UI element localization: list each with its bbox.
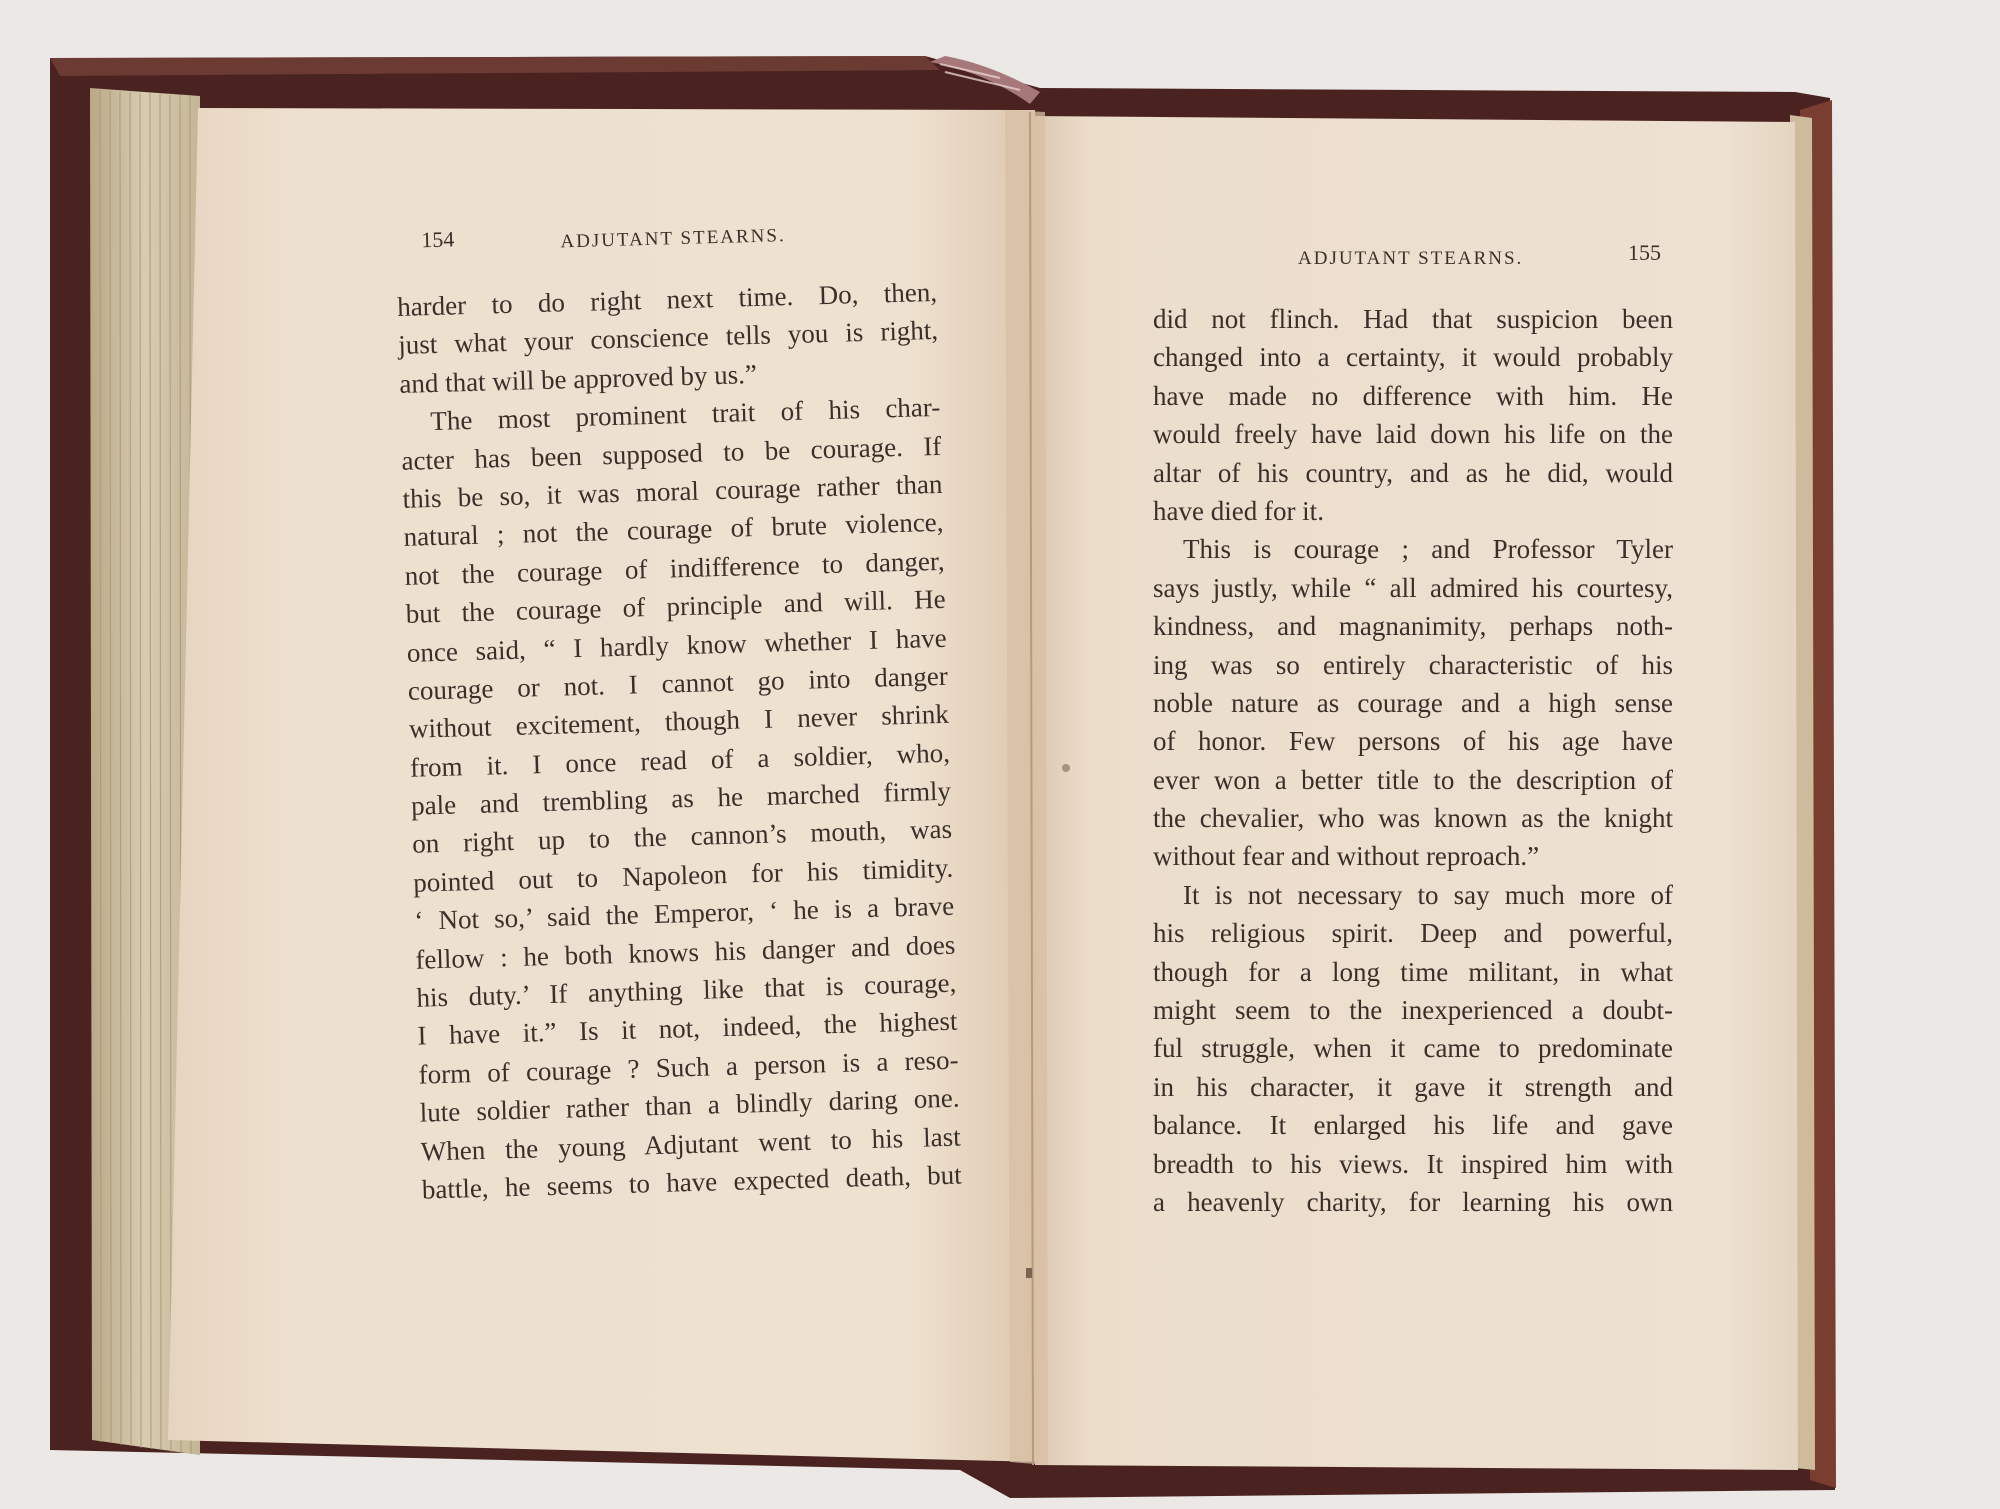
text-line: The most prominent trait of his char- — [429, 392, 941, 437]
left-running-title: ADJUTANT STEARNS. — [560, 225, 786, 253]
text-line: kindness, and magnanimity, perhaps noth- — [1153, 611, 1673, 642]
text-line: once said, “ I hardly know whether I have — [406, 622, 948, 668]
text-line: altar of his country, and as he did, would — [1153, 457, 1673, 488]
text-line: would freely have laid down his life on the — [1153, 419, 1673, 450]
text-line: harder to do right next time. Do, then, — [396, 276, 938, 322]
text-line: his religious spirit. Deep and powerful, — [1153, 918, 1673, 949]
text-line: did not flinch. Had that suspicion been — [1153, 304, 1673, 334]
text-line: ing was so entirely characteristic of his — [1153, 649, 1673, 680]
text-line: acter has been supposed to be courage. If — [401, 430, 942, 476]
left-page-number: 154 — [420, 226, 455, 253]
text-line: of honor. Few persons of his age have — [1153, 726, 1673, 757]
text-line: When the young Adjutant went to his last — [420, 1121, 961, 1167]
text-line: without excitement, though I never shrink — [408, 699, 950, 745]
text-line: this be so, it was moral courage rather than — [402, 468, 943, 514]
text-line: and that will be approved by us.” — [398, 358, 758, 399]
right-body — [1153, 300, 1673, 1221]
text-line: says justly, while “ all admired his courtesy, — [1153, 572, 1673, 603]
text-line: have made no difference with him. He — [1153, 380, 1673, 411]
text-line: It is not necessary to say much more of — [1183, 879, 1673, 910]
left-page-text — [395, 213, 962, 1209]
text-line: form of courage ? Such a person is a reso- — [418, 1044, 959, 1090]
text-line: lute soldier rather than a blindly daring one. — [419, 1082, 960, 1128]
text-line: natural ; not the courage of brute violence, — [403, 507, 944, 553]
text-line: This is courage ; and Professor Tyler — [1183, 534, 1673, 565]
text-line: ‘ Not so,’ said the Emperor, ‘ he is a brave — [413, 890, 955, 936]
text-line: ful struggle, when it came to predominate — [1153, 1033, 1673, 1064]
text-line: just what your conscience tells you is right, — [397, 315, 939, 361]
right-page-number: 155 — [1628, 240, 1661, 265]
text-line: without fear and without reproach.” — [1153, 841, 1540, 872]
gutter-notch — [1026, 1268, 1032, 1278]
text-line: battle, he seems to have expected death, but — [421, 1159, 963, 1205]
text-line: courage or not. I cannot go into danger — [407, 660, 949, 706]
text-line: a heavenly charity, for learning his own — [1153, 1186, 1673, 1217]
text-line: on right up to the cannon’s mouth, was — [411, 814, 953, 860]
text-line: ever won a better title to the description of — [1153, 764, 1673, 795]
text-line: his duty.’ If anything like that is courage, — [416, 967, 957, 1013]
right-page-text — [1153, 240, 1673, 1221]
right-running-head — [1153, 240, 1673, 300]
text-line: not the courage of indifference to danger, — [404, 545, 945, 591]
text-line: breadth to his views. It inspired him with — [1153, 1148, 1673, 1179]
paper-spot — [1062, 764, 1070, 772]
text-line: from it. I once read of a soldier, who, — [409, 737, 951, 783]
text-line: balance. It enlarged his life and gave — [1153, 1110, 1673, 1141]
text-line: but the courage of principle and will. He — [405, 583, 946, 629]
text-line: fellow : he both knows his danger and does — [415, 929, 956, 975]
text-line: changed into a certainty, it would probably — [1153, 342, 1673, 373]
text-line: pointed out to Napoleon for his timidity. — [412, 852, 954, 898]
text-line: pale and trembling as he marched firmly — [410, 775, 952, 821]
text-line: I have it.” Is it not, indeed, the highest — [417, 1006, 958, 1052]
text-line: might seem to the inexperienced a doubt- — [1153, 995, 1673, 1026]
text-line: the chevalier, who was known as the knight — [1153, 803, 1673, 834]
text-line: noble nature as courage and a high sense — [1153, 687, 1673, 718]
text-line: in his character, it gave it strength and — [1153, 1071, 1673, 1102]
text-line: though for a long time militant, in what — [1153, 956, 1673, 987]
text-line: have died for it. — [1153, 495, 1324, 526]
left-body — [397, 273, 963, 1209]
right-running-title: ADJUTANT STEARNS. — [1298, 248, 1524, 269]
